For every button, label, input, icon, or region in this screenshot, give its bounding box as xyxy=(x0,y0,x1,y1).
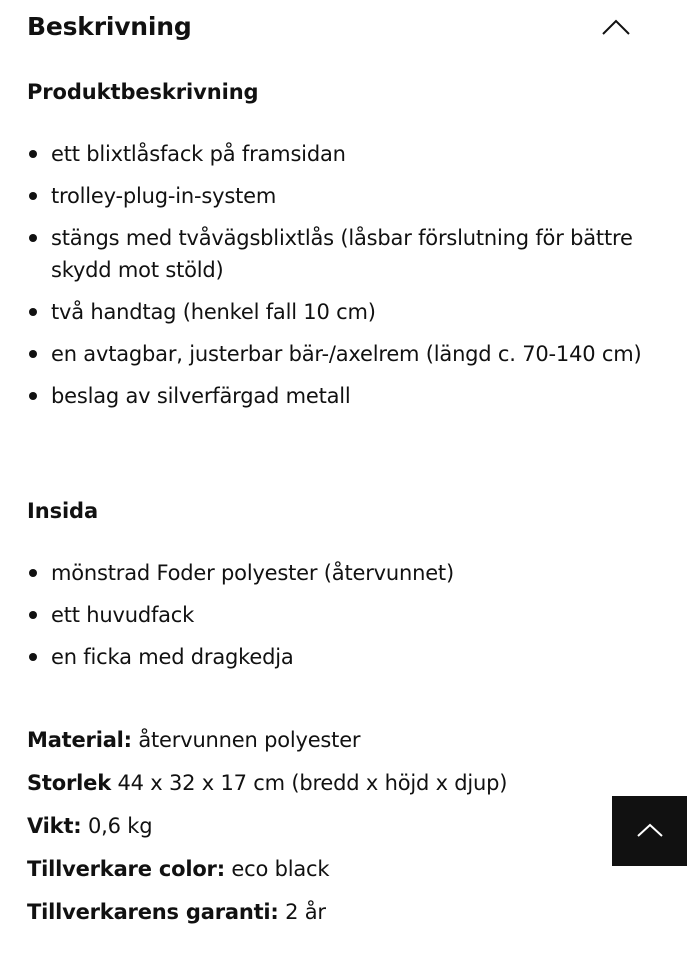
list-item: trolley-plug-in-system xyxy=(27,180,647,212)
spec-row-size xyxy=(27,762,587,805)
spec-value: återvunnen polyester xyxy=(138,728,361,752)
collapse-button[interactable] xyxy=(599,12,633,42)
list-item: mönstrad Foder polyester (återvunnet) xyxy=(27,557,647,589)
spec-row-warranty xyxy=(27,891,587,934)
inside-list xyxy=(27,557,647,673)
spec-value: 2 år xyxy=(285,900,326,924)
spec-label: Storlek xyxy=(27,771,111,795)
chevron-up-icon xyxy=(599,12,633,42)
list-item: två handtag (henkel fall 10 cm) xyxy=(27,296,647,328)
list-item: ett huvudfack xyxy=(27,599,647,631)
spec-value: 44 x 32 x 17 cm (bredd x höjd x djup) xyxy=(117,771,508,795)
section-title: Beskrivning xyxy=(27,12,192,41)
list-item: en ficka med dragkedja xyxy=(27,641,647,673)
inside-heading: Insida xyxy=(27,499,99,523)
spec-row-color xyxy=(27,848,587,891)
spec-row-material xyxy=(27,719,587,762)
scroll-to-top-button[interactable] xyxy=(612,796,687,866)
list-item: stängs med tvåvägsblixtlås (låsbar förslutning för bättre skydd mot stöld) xyxy=(27,222,647,286)
spec-label: Material: xyxy=(27,728,132,752)
description-header[interactable] xyxy=(27,8,647,48)
chevron-up-icon xyxy=(635,818,665,844)
list-item: beslag av silverfärgad metall xyxy=(27,380,647,412)
spec-label: Vikt: xyxy=(27,814,82,838)
spec-label: Tillverkare color: xyxy=(27,857,225,881)
spec-label: Tillverkarens garanti: xyxy=(27,900,279,924)
list-item: ett blixtlåsfack på framsidan xyxy=(27,138,647,170)
spec-value: 0,6 kg xyxy=(87,814,153,838)
spec-row-weight xyxy=(27,805,587,848)
product-description-list xyxy=(27,138,647,412)
spec-value: eco black xyxy=(231,857,330,881)
product-description-heading: Produktbeskrivning xyxy=(27,80,259,104)
list-item: en avtagbar, justerbar bär-/axelrem (längd c. 70-140 cm) xyxy=(27,338,647,370)
spec-list xyxy=(27,719,587,934)
